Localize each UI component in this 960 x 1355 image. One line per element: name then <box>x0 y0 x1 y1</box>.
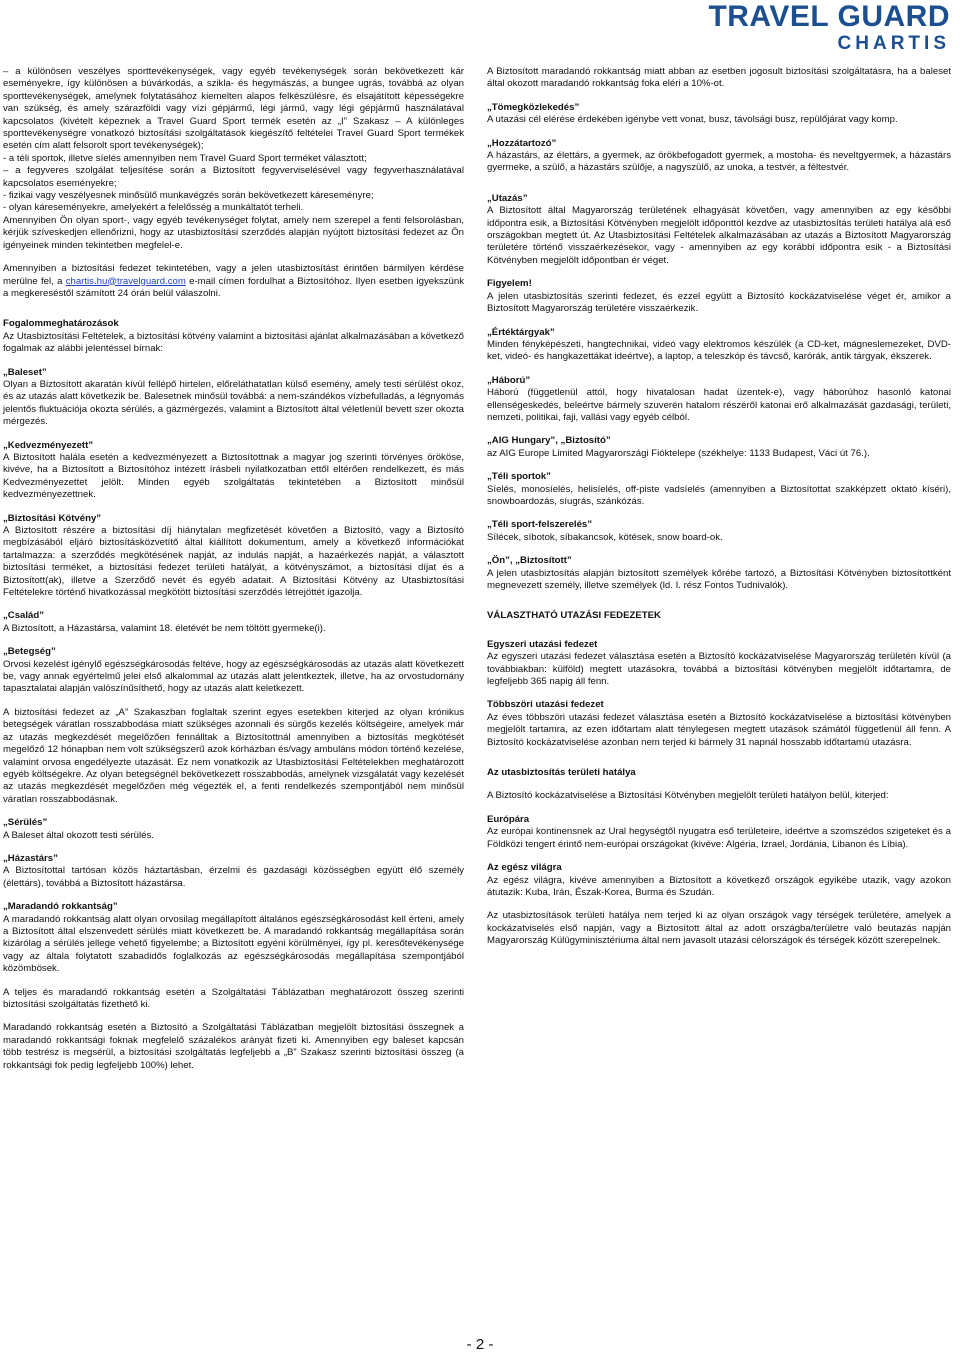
term-text: az AIG Europe Limited Magyarországi Fióktelepe (székhelye: 1133 Budapest, Váci út 76.). <box>487 447 870 459</box>
term-heading: „Tömegközlekedés” <box>487 101 580 113</box>
paragraph: Amennyiben Ön olyan sport-, vagy egyéb tevékenységet folytat, amely nem szerepel a fenti felsorolásban, kérjük szíveskedjen ellenőrizni, hogy az utasbiztosítási szerződés alapján nyújtott biztosítási fedezet az Ön igényeinek minden tekintetben megfelel-e. <box>3 214 464 251</box>
term-heading: „AIG Hungary”, „Biztosító” <box>487 435 611 447</box>
term-text: A teljes és maradandó rokkantság esetén a Szolgáltatási Táblázatban meghatározott összeg szerinti biztosítási szolgáltatás fizethető ki. <box>3 986 464 1010</box>
term-heading: „Téli sport-felszerelés” <box>487 519 593 531</box>
term-heading: „Hozzátartozó” <box>487 137 557 149</box>
logo-main-text: TRAVEL GUARD <box>708 0 950 33</box>
term-text: A Biztosított által Magyarország területének elhagyását követően, vagy amennyiben az egy későbbi időpontra esik, a Biztosítási Kötvényben megjelölt időponttól kezdve az utasbiztosítás területi hatálya alá eső országokban megtett út. Az Utasbiztosítási Feltételek alkalmazásában az utazás a Biztosított Magyarország területére történő visszaérkezésekor, vagy - amennyiben az egy korábbi időpontra esik - a Biztosítási Kötvényben megjelölt időpontban ér véget. <box>487 205 951 266</box>
territory-heading: Az egész világra <box>487 862 562 874</box>
territory-heading: Európára <box>487 813 530 825</box>
term-text: Sílécek, síbotok, síbakancsok, kötések, snow board-ok. <box>487 531 723 543</box>
term-text: A Biztosított részére a biztosítási díj hiánytalan megfizetését követően a Biztosító, vagy a Biztosító megbízásából eljáró biztosításközvetítő által kiállított dokumentum, amely a következő információkat tartalmazza: a szerződés megkötésének napját, az indulás napját, a hazaérkezés napját, a választott biztosítási terméket, a biztosítási fedezet területi hatályát, a kötvényszámot, a biztosítási díjat és a Biztosított(ak), illetve a Szerződő nevét és egyéb adatait. A Biztosítási Kötvény az Utasbiztosítási Feltételekre történő hivatkozással megkötött biztosítási szerződés létrejöttét igazolja. <box>3 525 464 599</box>
term-heading: „Sérülés” <box>3 817 48 829</box>
logo-sub-text: CHARTIS <box>837 33 950 54</box>
coverage-text: Az egyszeri utazási fedezet választása esetén a Biztosító kockázatviselése Magyarország területén kívül (a továbbiakban: külföld) megtett utazásokra, továbbá a biztosítási kötvényben megjelölt időtartamra, de legfeljebb 365 napig áll fenn. <box>487 651 951 688</box>
term-text: Minden fényképészeti, hangtechnikai, videó vagy elektromos készülék (a CD-ket, mágneslemezeket, DVD-ket, videó- és hangkazettákat ideértve), a laptop, a teleszkóp és távcső, karórák, antik tárgyak, ékszerek. <box>487 338 951 363</box>
page-number: - 2 - <box>466 1336 494 1353</box>
term-heading: „Baleset” <box>3 366 47 378</box>
territory-text: Az európai kontinensnek az Ural hegységtől nyugatra eső területeire, ideértve a szomszédos szigeteket és a Földközi tengert érintő nem-európai országokat (kivéve: Algéria, Izrael, Jordánia, Libanon és Líbia). <box>487 826 951 850</box>
travel-guard-logo <box>708 2 950 54</box>
term-text: A jelen utasbiztosítás alapján biztosított személyek kőrébe tartozó, a Biztosítási Kötvényben biztosítottként megnevezett személy, illetve személyek (ld. I. rész Fontos Tudnivalók). <box>487 567 951 591</box>
list-item: - a téli sportok, illetve síelés amennyiben nem Travel Guard Sport terméket választott; <box>3 152 367 164</box>
right-column <box>487 66 951 959</box>
territory-text: Az utasbiztosítások területi hatálya nem terjed ki az olyan országok vagy térségek területére, amelyek a kockázatviselés első napján, vagy a Biztosított által az adott országba/területre való beutazás napján Magyarország Külügyminisztériuma által nem javasolt utazási célországok és térségek között szerepelnek. <box>487 910 951 947</box>
territory-heading: Az utasbiztosítás területi hatálya <box>487 767 636 779</box>
paragraph: Az Utasbiztosítási Feltételek, a biztosítási kötvény valamint a biztosítási ajánlat alkalmazásában a következő fogalmak az alábbi jelentéssel bírnak: <box>3 330 464 355</box>
left-column <box>3 66 464 1083</box>
term-text: Síelés, monosíelés, helisíelés, off-piste vadsíelés (amennyiben a Biztosítottat szakképzett oktató kíséri), snowboardozás, síugrás, szánkózás. <box>487 483 951 507</box>
coverage-heading: Egyszeri utazási fedezet <box>487 638 598 650</box>
term-text: A Biztosítottal tartósan közös háztartásban, érzelmi és gazdasági közösségben együtt élő személy (élettárs), továbbá a Biztosított házastársa. <box>3 865 464 889</box>
territory-text: Az egész világra, kivéve amennyiben a Biztosított a következő országok egyikébe utazik, vagy azokon átutazik: Kuba, Irán, Észak-Korea, Burma és Szudán. <box>487 874 951 898</box>
term-text: A Biztosított halála esetén a kedvezményezett a Biztosítottnak a magyar jog szerinti törvényes örököse, kivéve, ha a Biztosított a Biztosítóhoz intézett írásbeli nyilatkozatban ettől eltérően rendelkezett, és más Kedvezményezettet jelölt. Minden egyéb szolgáltatás tekintetében a Biztosított minősül kedvezményezettnek. <box>3 451 464 501</box>
term-heading: „Értéktárgyak” <box>487 326 555 338</box>
warning-heading: Figyelem! <box>487 278 532 290</box>
term-text: A biztosítási fedezet az „A” Szakaszban foglaltak szerint egyes esetekben kiterjed az olyan krónikus betegségek váratlan rosszabbodása miatt szükséges azonnali és sürgős kezelés költségeire, amelyek már az utazás megkezdését megelőzően fennálltak a Biztosítottnál amennyiben a biztosítás megkötését megelőző 12 hónapban nem volt szükségszerű azok kórházban és/vagy ambuláns módon történő kezelése, valamint orvosa engedélyezte utazását. Ez nem vonatkozik az Utasbiztosítási Feltételekben meghatározott egyéb költségekre. Az olyan betegségnél bekövetkezett rosszabbodás, amelynek vizsgálatát vagy kezelését az utazás megkezdését megelőzően még végezték el, a fenti rendelkezés szempontjából nem minősül váratlan rosszabbodásnak. <box>3 706 464 805</box>
term-heading: „Biztosítási Kötvény” <box>3 512 102 524</box>
list-item: - olyan káreseményekre, amelyekért a felelősség a munkáltatót terheli. <box>3 202 304 214</box>
list-item: – a fegyveres szolgálat teljesítése során a Biztosított fegyverviselésével vagy fegyverhasználatával kapcsolatos eseményekre; <box>3 165 464 189</box>
term-text: A Biztosított, a Házastársa, valamint 18. életévét be nem töltött gyermeke(i). <box>3 622 326 634</box>
term-heading: „Téli sportok” <box>487 471 551 483</box>
term-text: A Baleset által okozott testi sérülés. <box>3 829 154 841</box>
term-heading: „Ön”, „Biztosított” <box>487 555 572 567</box>
list-item: – a különösen veszélyes sporttevékenységek, vagy egyéb tevékenységek során bekövetkezett kár eseményekre, így különösen a búvárkodás, a szikla- és hegymászás, a bungee ugrás, továbbá az olyan sporttevékenységek, amelynek folytatásához kiemelten alapos felkészülésre, és elsajátított képességekre van szükség, és amely szárazföldi vagy vízi gépjármű, légi jármű, vagy légi gépjármű használatával kapcsolatos (kivételt képeznek a Travel Guard Sport termék esetén az „I” Szakasz – A különleges sporttevékenységre vonatkozó biztosítási szolgáltatások kiegészítő feltételei Travel Guard Sport termékek esetén cím alatt felsorolt sport tevékenységek); <box>3 66 464 152</box>
term-text: A maradandó rokkantság alatt olyan orvosilag megállapított általános egészségkárosodást kell érteni, amely a Biztosított által elszenvedett sérülés miatt következett be. A maradandó rokkantság megállapítása során kizárólag a sérülés jellege vehető figyelembe; a Biztosított egyéni körülményei, így pl. keresőtevékenysége vagy az általa folytatott szabadidős foglalkozás az egészségkárosodás megállapítása szempontjából közömbösek. <box>3 913 464 975</box>
term-heading: „Utazás” <box>487 192 528 204</box>
coverage-section-title: VÁLASZTHATÓ UTAZÁSI FEDEZETEK <box>487 610 661 622</box>
term-text: A utazási cél elérése érdekében igénybe vett vonat, busz, távolsági busz, repülőjárat vagy komp. <box>487 114 898 126</box>
term-heading: „Maradandó rokkantság” <box>3 901 118 913</box>
paragraph: A Biztosított maradandó rokkantság miatt abban az esetben jogosult biztosítási szolgáltatásra, ha a baleset által okozott maradandó rokkantság foka eléri a 10%-ot. <box>487 66 951 90</box>
term-text: Orvosi kezelést igénylő egészségkárosodás feltéve, hogy az egészségkárosodás az utazás alatt következett be, vagy annak egyértelmű jelei első alkalommal az utazás alatt jelentkeztek, illetve, ha az orvostudomány tapasztalatai alapján valószínűsíthető, hogy az utazás alatt keletkezett. <box>3 658 464 695</box>
term-heading: „Háború” <box>487 374 531 386</box>
term-text: Háború (függetlenül attól, hogy hivatalosan hadat üzentek-e), vagy háborúhoz hasonló katonai ellenségeskedés, beleértve bármely szuverén hatalom részéről katonai erő alkalmazását gazdasági, területi, nemzeti, politikai, faji, vallási vagy egyéb célból. <box>487 387 951 423</box>
email-link[interactable]: chartis.hu@travelguard.com <box>65 275 186 287</box>
term-heading: „Család” <box>3 610 45 622</box>
term-text: Olyan a Biztosított akaratán kívül fellépő hirtelen, előreláthatatlan külső esemény, amely testi sérülést okoz, és az utazás alatt következik be. Balesetnek minősül továbbá: a nem-szándékos vízbefulladás, a légnyomás jelentős fluktuációja okozta sérülés, a gázmérgezés, valamint a Biztosított által véletlenül bevett szer okozta mérgezés. <box>3 378 464 428</box>
term-text: A házastárs, az élettárs, a gyermek, az örökbefogadott gyermek, a mostoha- és neveltgyermek, a házastárs gyermeke, a szülő, a házastárs szülője, a nagyszülő, az unoka, a testvér, a féltestvér. <box>487 150 951 174</box>
warning-text: A jelen utasbiztosítás szerinti fedezet, és ezzel együtt a Biztosító kockázatviselése véget ér, amikor a Biztosított Magyarország területére visszaérkezik. <box>487 290 951 315</box>
contact-text-after: e-mail címen fordulhat a Biztosítóhoz. Ilyen esetben igyekszünk a megkereséstől számított 24 órán belül válaszolni. <box>3 275 464 299</box>
coverage-text: Az éves többszöri utazási fedezet választása esetén a Biztosító kockázatviselése a biztosítási kötvényben megjelölt tartamra, az ezen időtartam alatt ténylegesen megtett utazások számától függetlenül áll fenn. A Biztosító kockázatviselése azonban nem terjed ki bármely 31 napnál hosszabb időtartamú utazásra. <box>487 711 951 748</box>
exclusion-list <box>3 66 464 215</box>
section-heading: Fogalommeghatározások <box>3 318 119 330</box>
list-item: - fizikai vagy veszélyesnek minősülő munkavégzés során bekövetkezett káreseményre; <box>3 190 374 202</box>
term-heading: „Betegség” <box>3 646 56 658</box>
territory-text: A Biztosító kockázatviselése a Biztosítási Kötvényben megjelölt területi hatályon belül, kiterjed: <box>487 790 889 802</box>
coverage-heading: Többszöri utazási fedezet <box>487 699 604 711</box>
term-heading: „Házastárs” <box>3 852 58 864</box>
contact-text-before: Amennyiben a biztosítási fedezet tekintetében, vagy a jelen utasbiztosítást érintően bármilyen kérdése merülne fel, a <box>3 263 464 287</box>
term-text: Maradandó rokkantság esetén a Biztosító a Szolgáltatási Táblázatban megjelölt biztosítási összegnek a maradandó rokkantsági foknak megfelelő százalékos arányát fizeti ki. Amennyiben egy baleset kapcsán több testrész is megsérül, a biztosítási szolgáltatás legfeljebb a „B” Szakasz szerinti biztosítási összeg (a rokkantsági fok pedig legfeljebb 100%) lehet. <box>3 1022 464 1071</box>
contact-paragraph <box>3 263 464 300</box>
term-heading: „Kedvezményezett” <box>3 439 94 451</box>
